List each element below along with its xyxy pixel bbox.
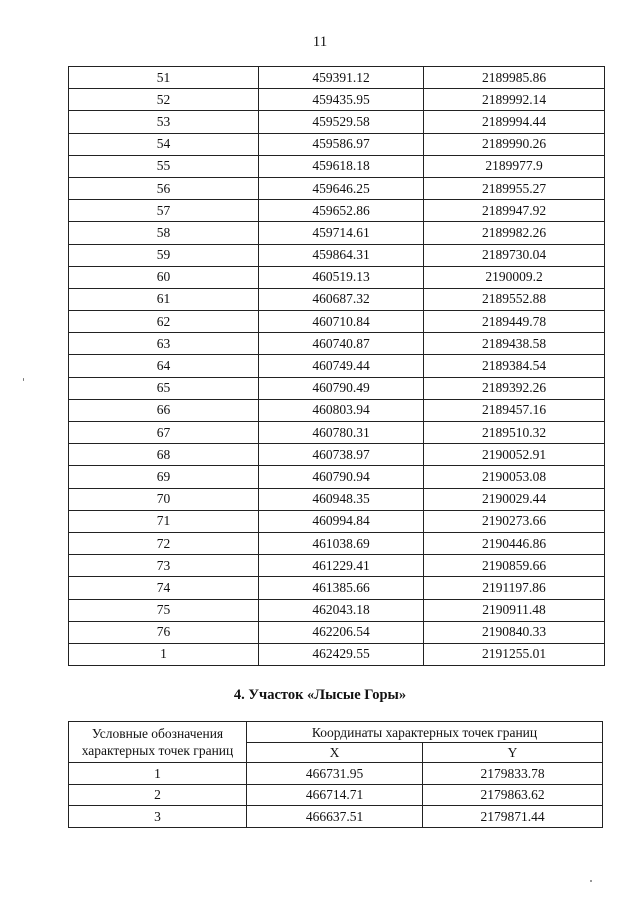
table-row bbox=[69, 133, 605, 155]
table-row bbox=[69, 244, 605, 266]
y-coordinate-cell: 2190009.2 bbox=[424, 266, 605, 288]
header-points: Условные обозначения характерных точек границ bbox=[69, 722, 247, 763]
lysye-gory-table-body bbox=[69, 763, 603, 828]
y-coordinate-cell: 2190859.66 bbox=[424, 555, 605, 577]
lysye-gory-coordinates-table bbox=[68, 721, 603, 828]
header-x: X bbox=[247, 743, 423, 763]
table-row bbox=[69, 763, 603, 785]
point-number-cell: 60 bbox=[69, 266, 259, 288]
x-coordinate-cell: 460519.13 bbox=[259, 266, 424, 288]
table-row bbox=[69, 266, 605, 288]
x-coordinate-cell: 461038.69 bbox=[259, 532, 424, 554]
table-row bbox=[69, 155, 605, 177]
point-number-cell: 70 bbox=[69, 488, 259, 510]
y-coordinate-cell: 2189384.54 bbox=[424, 355, 605, 377]
x-coordinate-cell: 459714.61 bbox=[259, 222, 424, 244]
x-coordinate-cell: 462206.54 bbox=[259, 621, 424, 643]
table-row bbox=[69, 333, 605, 355]
y-coordinate-cell: 2179863.62 bbox=[423, 784, 603, 806]
table-row bbox=[69, 444, 605, 466]
page-number: 11 bbox=[312, 34, 328, 50]
x-coordinate-cell: 460740.87 bbox=[259, 333, 424, 355]
point-number-cell: 67 bbox=[69, 422, 259, 444]
y-coordinate-cell: 2189392.26 bbox=[424, 377, 605, 399]
table-row bbox=[69, 177, 605, 199]
point-number-cell: 51 bbox=[69, 67, 259, 89]
table-row bbox=[69, 288, 605, 310]
header-y: Y bbox=[423, 743, 603, 763]
x-coordinate-cell: 459435.95 bbox=[259, 89, 424, 111]
x-coordinate-cell: 466637.51 bbox=[247, 806, 423, 828]
x-coordinate-cell: 459618.18 bbox=[259, 155, 424, 177]
x-coordinate-cell: 461385.66 bbox=[259, 577, 424, 599]
point-number-cell: 73 bbox=[69, 555, 259, 577]
point-number-cell: 65 bbox=[69, 377, 259, 399]
table-row bbox=[69, 555, 605, 577]
scan-speck bbox=[23, 378, 24, 381]
table-row bbox=[69, 643, 605, 665]
point-number-cell: 57 bbox=[69, 200, 259, 222]
table-row bbox=[69, 67, 605, 89]
x-coordinate-cell: 466731.95 bbox=[247, 763, 423, 785]
y-coordinate-cell: 2189955.27 bbox=[424, 177, 605, 199]
table-row bbox=[69, 806, 603, 828]
table-row bbox=[69, 422, 605, 444]
point-number-cell: 56 bbox=[69, 177, 259, 199]
y-coordinate-cell: 2190840.33 bbox=[424, 621, 605, 643]
table-row bbox=[69, 222, 605, 244]
x-coordinate-cell: 460994.84 bbox=[259, 510, 424, 532]
x-coordinate-cell: 459529.58 bbox=[259, 111, 424, 133]
table-row bbox=[69, 599, 605, 621]
x-coordinate-cell: 459391.12 bbox=[259, 67, 424, 89]
point-number-cell: 1 bbox=[69, 763, 247, 785]
point-number-cell: 64 bbox=[69, 355, 259, 377]
point-number-cell: 68 bbox=[69, 444, 259, 466]
table-row bbox=[69, 377, 605, 399]
point-number-cell: 75 bbox=[69, 599, 259, 621]
point-number-cell: 2 bbox=[69, 784, 247, 806]
y-coordinate-cell: 2189985.86 bbox=[424, 67, 605, 89]
y-coordinate-cell: 2179833.78 bbox=[423, 763, 603, 785]
table-row bbox=[69, 784, 603, 806]
table-row bbox=[69, 355, 605, 377]
x-coordinate-cell: 461229.41 bbox=[259, 555, 424, 577]
point-number-cell: 1 bbox=[69, 643, 259, 665]
x-coordinate-cell: 460780.31 bbox=[259, 422, 424, 444]
y-coordinate-cell: 2189994.44 bbox=[424, 111, 605, 133]
table-row bbox=[69, 532, 605, 554]
y-coordinate-cell: 2189438.58 bbox=[424, 333, 605, 355]
point-number-cell: 66 bbox=[69, 399, 259, 421]
coordinates-table-body bbox=[69, 67, 605, 666]
point-number-cell: 61 bbox=[69, 288, 259, 310]
section-heading: 4. Участок «Лысые Горы» bbox=[233, 687, 407, 703]
x-coordinate-cell: 460687.32 bbox=[259, 288, 424, 310]
y-coordinate-cell: 2189730.04 bbox=[424, 244, 605, 266]
x-coordinate-cell: 459652.86 bbox=[259, 200, 424, 222]
table-row bbox=[69, 311, 605, 333]
y-coordinate-cell: 2190911.48 bbox=[424, 599, 605, 621]
point-number-cell: 69 bbox=[69, 466, 259, 488]
point-number-cell: 58 bbox=[69, 222, 259, 244]
y-coordinate-cell: 2189992.14 bbox=[424, 89, 605, 111]
scan-speck bbox=[590, 880, 592, 882]
y-coordinate-cell: 2190273.66 bbox=[424, 510, 605, 532]
x-coordinate-cell: 459646.25 bbox=[259, 177, 424, 199]
table-row bbox=[69, 488, 605, 510]
y-coordinate-cell: 2189449.78 bbox=[424, 311, 605, 333]
x-coordinate-cell: 460738.97 bbox=[259, 444, 424, 466]
table-row bbox=[69, 111, 605, 133]
point-number-cell: 54 bbox=[69, 133, 259, 155]
x-coordinate-cell: 460790.49 bbox=[259, 377, 424, 399]
point-number-cell: 52 bbox=[69, 89, 259, 111]
y-coordinate-cell: 2190052.91 bbox=[424, 444, 605, 466]
x-coordinate-cell: 460749.44 bbox=[259, 355, 424, 377]
point-number-cell: 53 bbox=[69, 111, 259, 133]
y-coordinate-cell: 2191255.01 bbox=[424, 643, 605, 665]
table-row bbox=[69, 466, 605, 488]
table-row bbox=[69, 621, 605, 643]
table-row bbox=[69, 89, 605, 111]
point-number-cell: 76 bbox=[69, 621, 259, 643]
point-number-cell: 62 bbox=[69, 311, 259, 333]
point-number-cell: 55 bbox=[69, 155, 259, 177]
y-coordinate-cell: 2189457.16 bbox=[424, 399, 605, 421]
x-coordinate-cell: 460710.84 bbox=[259, 311, 424, 333]
x-coordinate-cell: 462043.18 bbox=[259, 599, 424, 621]
x-coordinate-cell: 459864.31 bbox=[259, 244, 424, 266]
y-coordinate-cell: 2191197.86 bbox=[424, 577, 605, 599]
point-number-cell: 3 bbox=[69, 806, 247, 828]
y-coordinate-cell: 2189982.26 bbox=[424, 222, 605, 244]
y-coordinate-cell: 2189990.26 bbox=[424, 133, 605, 155]
point-number-cell: 74 bbox=[69, 577, 259, 599]
y-coordinate-cell: 2190446.86 bbox=[424, 532, 605, 554]
point-number-cell: 72 bbox=[69, 532, 259, 554]
header-coordinates: Координаты характерных точек границ bbox=[247, 722, 603, 743]
point-number-cell: 63 bbox=[69, 333, 259, 355]
x-coordinate-cell: 466714.71 bbox=[247, 784, 423, 806]
table-row bbox=[69, 577, 605, 599]
table-row bbox=[69, 510, 605, 532]
y-coordinate-cell: 2189510.32 bbox=[424, 422, 605, 444]
table-row bbox=[69, 200, 605, 222]
point-number-cell: 71 bbox=[69, 510, 259, 532]
x-coordinate-cell: 462429.55 bbox=[259, 643, 424, 665]
point-number-cell: 59 bbox=[69, 244, 259, 266]
y-coordinate-cell: 2190053.08 bbox=[424, 466, 605, 488]
y-coordinate-cell: 2189947.92 bbox=[424, 200, 605, 222]
y-coordinate-cell: 2189977.9 bbox=[424, 155, 605, 177]
y-coordinate-cell: 2179871.44 bbox=[423, 806, 603, 828]
y-coordinate-cell: 2189552.88 bbox=[424, 288, 605, 310]
x-coordinate-cell: 459586.97 bbox=[259, 133, 424, 155]
table-header-row bbox=[69, 722, 603, 743]
x-coordinate-cell: 460790.94 bbox=[259, 466, 424, 488]
coordinates-table-continued bbox=[68, 66, 605, 666]
y-coordinate-cell: 2190029.44 bbox=[424, 488, 605, 510]
x-coordinate-cell: 460803.94 bbox=[259, 399, 424, 421]
table-row bbox=[69, 399, 605, 421]
x-coordinate-cell: 460948.35 bbox=[259, 488, 424, 510]
